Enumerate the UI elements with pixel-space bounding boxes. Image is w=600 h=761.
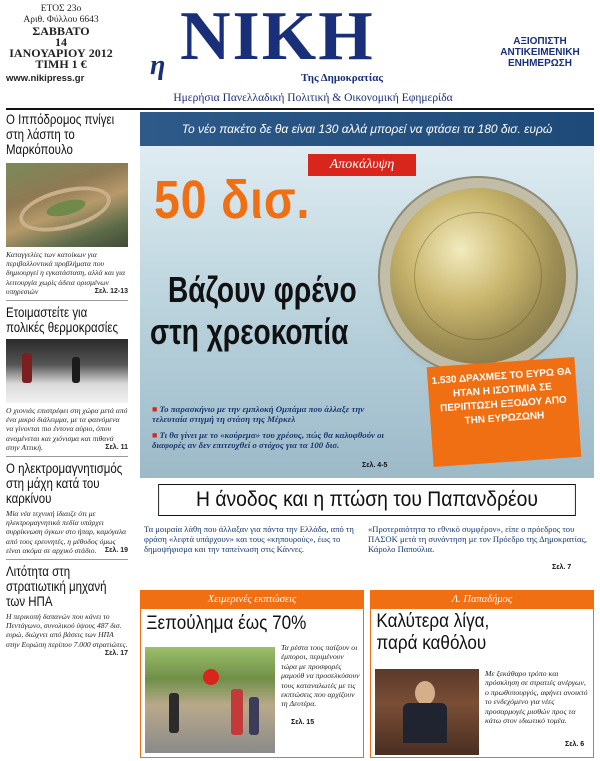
story-headline: Ο ηλεκτρομαγνητισμός στη μάχη κατά του καρκίνου <box>6 461 123 507</box>
issue-day: ΣΑΒΒΑΤΟ <box>32 24 90 38</box>
sidebar <box>6 112 128 758</box>
logo-article: η <box>150 50 166 81</box>
story-text <box>6 250 128 296</box>
shoppers-photo <box>145 647 275 753</box>
sidebar-story-cancer[interactable] <box>6 461 128 555</box>
bullet-text: Το παρασκήνιο με την εμπλοκή Ομπάμα που άλλαξε την τελευταία στιγμή τη στάση της Μέρκελ <box>152 404 365 424</box>
story-headline-line1: Καλύτερα λίγα, <box>376 611 490 632</box>
page-reference: Σελ. 15 <box>291 719 315 726</box>
sidebar-story-racecourse[interactable] <box>6 112 128 296</box>
story-summary: Με ξεκάθαρο τρόπο και πρόσκληση σε στρατιές ανέργων, ο πρωθυπουργός, αφήνει ανοικτό το ενδεχόμενο για νέες προσαρμογές μισθών προς τα κάτω στον ιδιωτικό τομέα. <box>485 669 588 726</box>
issue-year: ΕΤΟΣ 23ο <box>40 4 82 14</box>
motto-line: ΑΞΙΟΠΙΣΤΗ <box>513 36 567 47</box>
story-text <box>6 406 128 452</box>
story-headline: Ξεπούλημα έως 70% <box>146 613 307 634</box>
story-summary: Τα ρέστα τους παίζουν οι έμποροι, περιμένουν τώρα με προσφορές μαμούθ να προσελκύσουν τους καταναλωτές με τις εκπτώσεις που αρχίζουν τη Δευτέρα. <box>281 643 360 709</box>
page-reference: Σελ. 11 <box>105 443 128 451</box>
story-headline: Η άνοδος και η πτώση του Παπανδρέου <box>158 484 576 516</box>
story-headline: Ετοιμαστείτε για πολικές θερμοκρασίες <box>6 305 118 336</box>
bullet-icon: ■ <box>152 404 158 414</box>
story-headline: Λιτότητα στη στρατιωτική μηχανή των ΗΠΑ <box>6 564 107 610</box>
page-reference: Σελ. 6 <box>565 741 585 748</box>
papadimos-story[interactable] <box>370 590 594 758</box>
section-label: Λ. Παπαδήμος <box>371 591 593 609</box>
logo-subtitle: Της Δημοκρατίας <box>300 72 384 84</box>
issue-number: Αριθ. Φύλλου 6643 <box>23 15 99 25</box>
story-summary: Καταγγελίες των κατοίκων για περιβαλλοντικά προβλήματα που δημιουργεί η εγκατάσταση, αλλά και για λειτουργία χωρίς άδεια ορισμένων υπηρεσιών <box>6 250 126 296</box>
motto-line: ΕΝΗΜΕΡΩΣΗ <box>507 58 573 69</box>
lead-amount: 50 δισ. <box>154 170 311 230</box>
section-label: Χειμερινές εκπτώσεις <box>141 591 363 609</box>
page-reference: Σελ. 12-13 <box>94 287 128 295</box>
page-reference: Σελ. 19 <box>104 546 128 554</box>
story-summary: Ο χιονιάς επιστρέφει στη χώρα μετά από ένα μικρό διάλειμμα, με τα φαινόμενα να γίνονται πιο έντονα αύριο, όπου αναμένεται και χιόνισμα και πιθανά στην Αττική. <box>6 406 128 452</box>
racecourse-photo <box>6 163 128 247</box>
page-reference: Σελ. 4-5 <box>362 462 388 469</box>
euro-coin-image <box>390 188 566 364</box>
motto <box>490 36 590 69</box>
story-summary: Η περικοπή δαπανών που κάνει το Πεντάγωνο, συνολικού ύψους 487 δισ. ευρώ, διώχνει από βάσεις των ΗΠΑ στην Ευρώπη περίπου 7.000 στρατιώτες. <box>6 612 128 649</box>
bullet-icon: ■ <box>152 430 158 440</box>
issue-info <box>6 4 116 84</box>
story-text-right: «Προτεραιότητα το εθνικό συμφέρον», είπε ο πρόεδρος του ΠΑΣΟΚ μετά τη συνάντηση με τον Πρόεδρο της Δημοκρατίας, Κάρολο Παπούλια. <box>368 524 587 555</box>
newspaper-logo <box>150 0 450 90</box>
issue-date-day: 14 <box>55 35 67 49</box>
story-text-left: Τα μοιραία λάθη που άλλαξαν για πάντα την Ελλάδα, από τη φράση «λεφτά υπάρχουν» και τους «κηπουρούς», έως το δημοψήφισμα και την ταπείνωση στις Κάννες. <box>144 524 354 555</box>
website-link[interactable]: www.nikipress.gr <box>6 73 85 84</box>
lead-story[interactable] <box>140 112 594 478</box>
tagline: Ημερήσια Πανελλαδική Πολιτική & Οικονομική Εφημερίδα <box>173 92 453 104</box>
story-summary: Μία νέα τεχνική ίδιαιζε ότι με ηλεκτρομαγνητικά πεδία υπάρχει συρρίκνωση όγκων στο ήπαρ, καμόγαλα από τους ερευνητές, η μέθοδος όμως είναι ακόμα σε αρχικό στάδιο. <box>6 509 127 555</box>
sales-story[interactable] <box>140 590 364 758</box>
story-headline: Ο Ιππόδρομος πνίγει στη λάσπη το Μαρκόπουλο <box>6 112 115 157</box>
page-reference: Σελ. 7 <box>552 564 572 571</box>
motto-line: ΑΝΤΙΚΕΙΜΕΝΙΚΗ <box>500 47 580 58</box>
divider <box>6 456 128 457</box>
snow-photo <box>6 339 128 403</box>
lead-bullet <box>152 430 392 450</box>
lead-bullet <box>152 404 392 424</box>
papadimos-photo <box>375 669 479 755</box>
papandreou-story[interactable] <box>140 484 594 580</box>
page-reference: Σελ. 17 <box>104 649 128 657</box>
story-text <box>6 509 128 555</box>
issue-date-month: ΙΑΝΟΥΑΡΙΟΥ 2012 <box>9 46 113 60</box>
issue-price: ΤΙΜΗ 1 € <box>35 57 87 71</box>
lead-strap: Το νέο πακέτο δε θα είναι 130 αλλά μπορεί να φτάσει τα 180 δισ. ευρώ <box>140 112 594 146</box>
story-text <box>6 612 128 657</box>
masthead-divider <box>6 108 594 110</box>
sidebar-story-military[interactable] <box>6 564 128 657</box>
bullet-text: Τι θα γίνει με το «κούρεμα» του χρέους, πώς θα καλυφθούν οι διαφορές αν δεν επιτευχθεί ο στόχος για τα 100 δισ. <box>152 430 384 450</box>
logo-title: ΝΙΚΗ <box>180 0 375 75</box>
exchange-rate-box: 1.530 ΔΡΑΧΜΕΣ ΤΟ ΕΥΡΩ ΘΑ ΗΤΑΝ Η ΙΣΟΤΙΜΙΑ ΣΕ ΠΕΡΙΠΤΩΣΗ ΕΞΟΔΟΥ ΑΠΟ ΤΗΝ ΕΥΡΩΖΩΝΗ <box>427 357 582 467</box>
lead-label: Αποκάλυψη <box>308 154 416 176</box>
divider <box>6 559 128 560</box>
story-headline-line2: παρά καθόλου <box>376 633 487 654</box>
lead-headline-line2: στη χρεοκοπία <box>150 311 349 352</box>
sidebar-story-weather[interactable] <box>6 305 128 452</box>
divider <box>6 300 128 301</box>
lead-headline-line1: Βάζουν φρένο <box>168 269 357 310</box>
